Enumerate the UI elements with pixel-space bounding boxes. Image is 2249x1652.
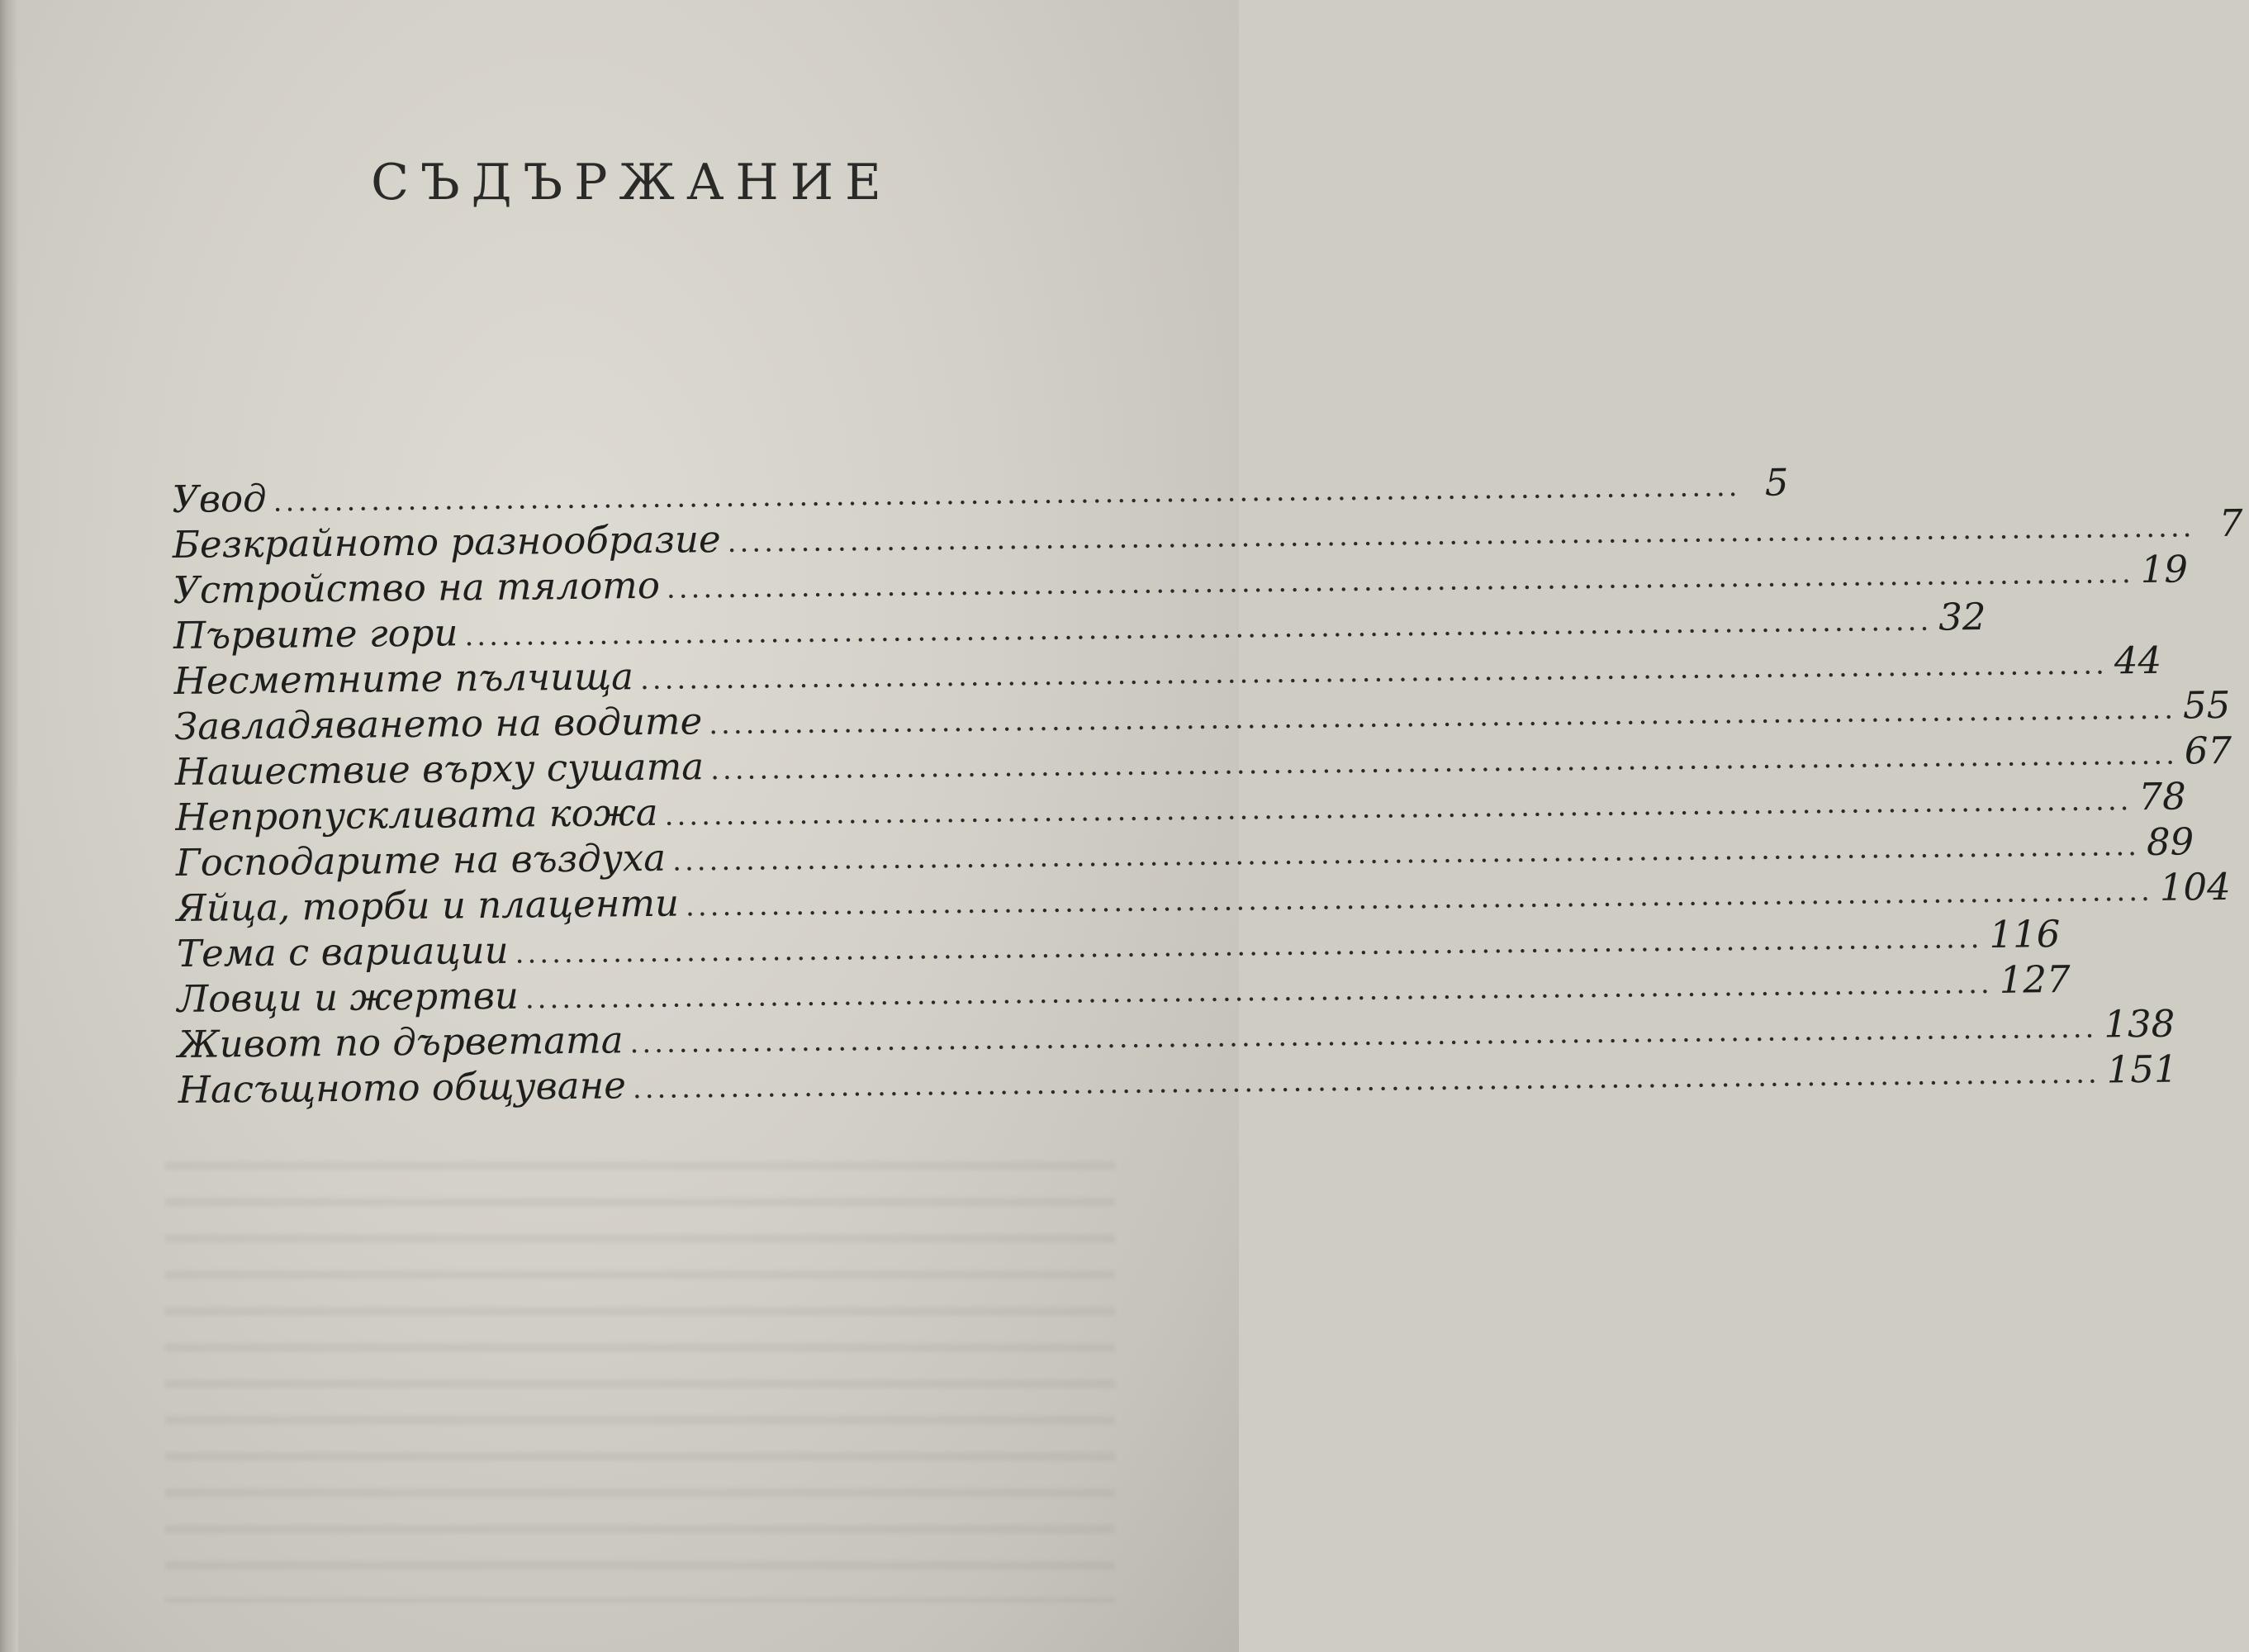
dot-leader: ........................................................................................................................	[671, 829, 2141, 878]
toc-entry-title: Безкрайното разнообразие	[172, 517, 721, 567]
toc-entry-page: 127	[1999, 957, 2071, 1002]
toc-entry-page: 116	[1989, 912, 2061, 957]
dot-leader: ........................................................................................................................	[464, 604, 1933, 653]
toc-entry-title: Яйца, торби и плаценти	[176, 881, 680, 930]
toc-entry-page: 89	[2146, 819, 2194, 864]
toc-entry-page: 67	[2184, 728, 2232, 773]
toc-entry-page: 44	[2114, 638, 2162, 683]
toc-entry-page: 138	[2104, 1001, 2175, 1047]
toc-entry-title: Несметните пълчища	[173, 654, 634, 703]
page-title: СЪДЪРЖАНИЕ	[371, 154, 893, 211]
dot-leader: ........................................................................................................................	[709, 692, 2177, 742]
show-through-text	[165, 1140, 1115, 1602]
toc-entry	[178, 1047, 2178, 1113]
toc-entry-page: 104	[2159, 864, 2231, 909]
toc-entry-title: Насъщното общуване	[178, 1063, 627, 1112]
toc-entry-title: Първите гори	[173, 610, 458, 657]
toc-entry-title: Увод	[172, 476, 267, 521]
toc-entry-title: Нашествие върху сушата	[174, 744, 705, 794]
dot-leader: ........................................................................................................................	[515, 922, 1983, 971]
toc-entry-title: Ловци и жертви	[177, 973, 520, 1021]
table-of-contents	[172, 460, 2243, 1113]
dot-leader: ........................................................................................................................	[666, 557, 2134, 605]
toc-entry-page: 32	[1938, 595, 1986, 639]
dot-leader: ........................................................................................................................	[632, 1056, 2100, 1106]
dot-leader: ........................................................................................................................	[273, 470, 1741, 519]
toc-entry-title: Непропускливата кожа	[175, 790, 658, 839]
dot-leader: ........................................................................................................................	[524, 966, 1993, 1016]
dot-leader: ........................................................................................................................	[639, 648, 2109, 697]
toc-entry-title: Тема с вариации	[176, 928, 509, 976]
dot-leader: ........................................................................................................................	[629, 1011, 2098, 1061]
toc-entry-page: 151	[2106, 1047, 2178, 1092]
dot-leader: ........................................................................................................................	[685, 874, 2154, 923]
dot-leader: ........................................................................................................................	[709, 738, 2179, 787]
toc-entry-page: 19	[2140, 547, 2189, 592]
toc-entry-page: 7	[2218, 501, 2243, 546]
toc-entry-page: 5	[1764, 460, 1789, 505]
toc-entry-title: Устройство на тялото	[173, 563, 661, 612]
toc-entry-title: Живот по дърветата	[177, 1018, 624, 1066]
page-edge	[0, 0, 18, 1652]
toc-entry-title: Господарите на въздуха	[175, 835, 667, 885]
toc-entry-page: 55	[2182, 682, 2231, 728]
dot-leader: ........................................................................................................................	[664, 784, 2133, 833]
toc-entry-page: 78	[2138, 774, 2186, 819]
toc-entry-title: Завладяването на водите	[173, 699, 703, 748]
dot-leader: ........................................................................................................................	[727, 510, 2195, 559]
